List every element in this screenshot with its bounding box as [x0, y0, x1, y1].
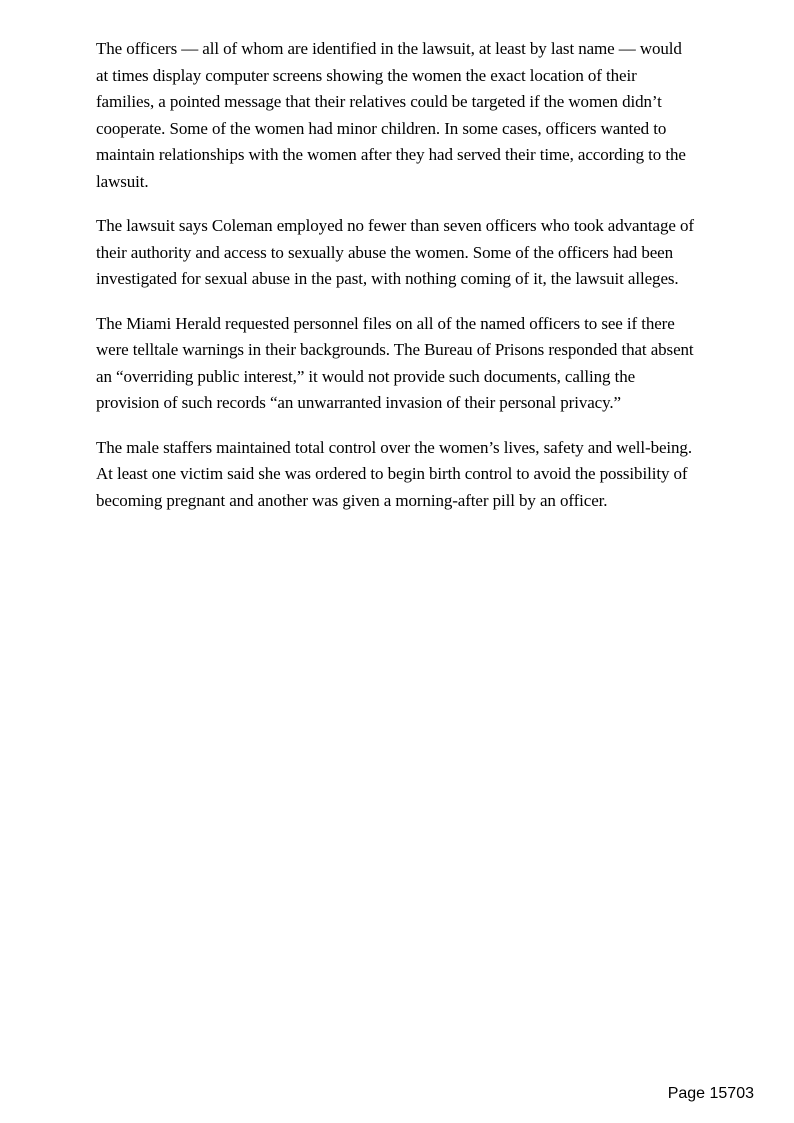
paragraph: The Miami Herald requested personnel files on all of the named officers to see if there were telltale warnings in their backgrounds. The Bureau of Prisons responded that absent an “overriding public interest,” it would not provide such documents, calling the provision of such records “an unwarranted invasion of their personal privacy.” — [96, 313, 694, 412]
paragraph: The lawsuit says Coleman employed no fewer than seven officers who took advantage of their authority and access to sexually abuse the women. Some of the officers had been investigated for sexual abuse in the past, with nothing coming of it, the lawsuit alleges. — [96, 216, 694, 288]
page-number: Page 15703 — [667, 1085, 754, 1102]
paragraph: The male staffers maintained total control over the women’s lives, safety and well-being. At least one victim said she was ordered to begin birth control to avoid the possibility of becoming pregnant and another was given a morning-after pill by an officer. — [96, 437, 692, 510]
paragraph: The officers — all of whom are identified in the lawsuit, at least by last name — would at times display computer screens showing the women the exact location of their families, a pointed message that their relatives could be targeted if the women didn’t cooperate. Some of the women had minor children. In some cases, officers wanted to maintain relationships with the women after they had served their time, according to the lawsuit. — [96, 39, 686, 191]
document-page — [96, 36, 698, 532]
